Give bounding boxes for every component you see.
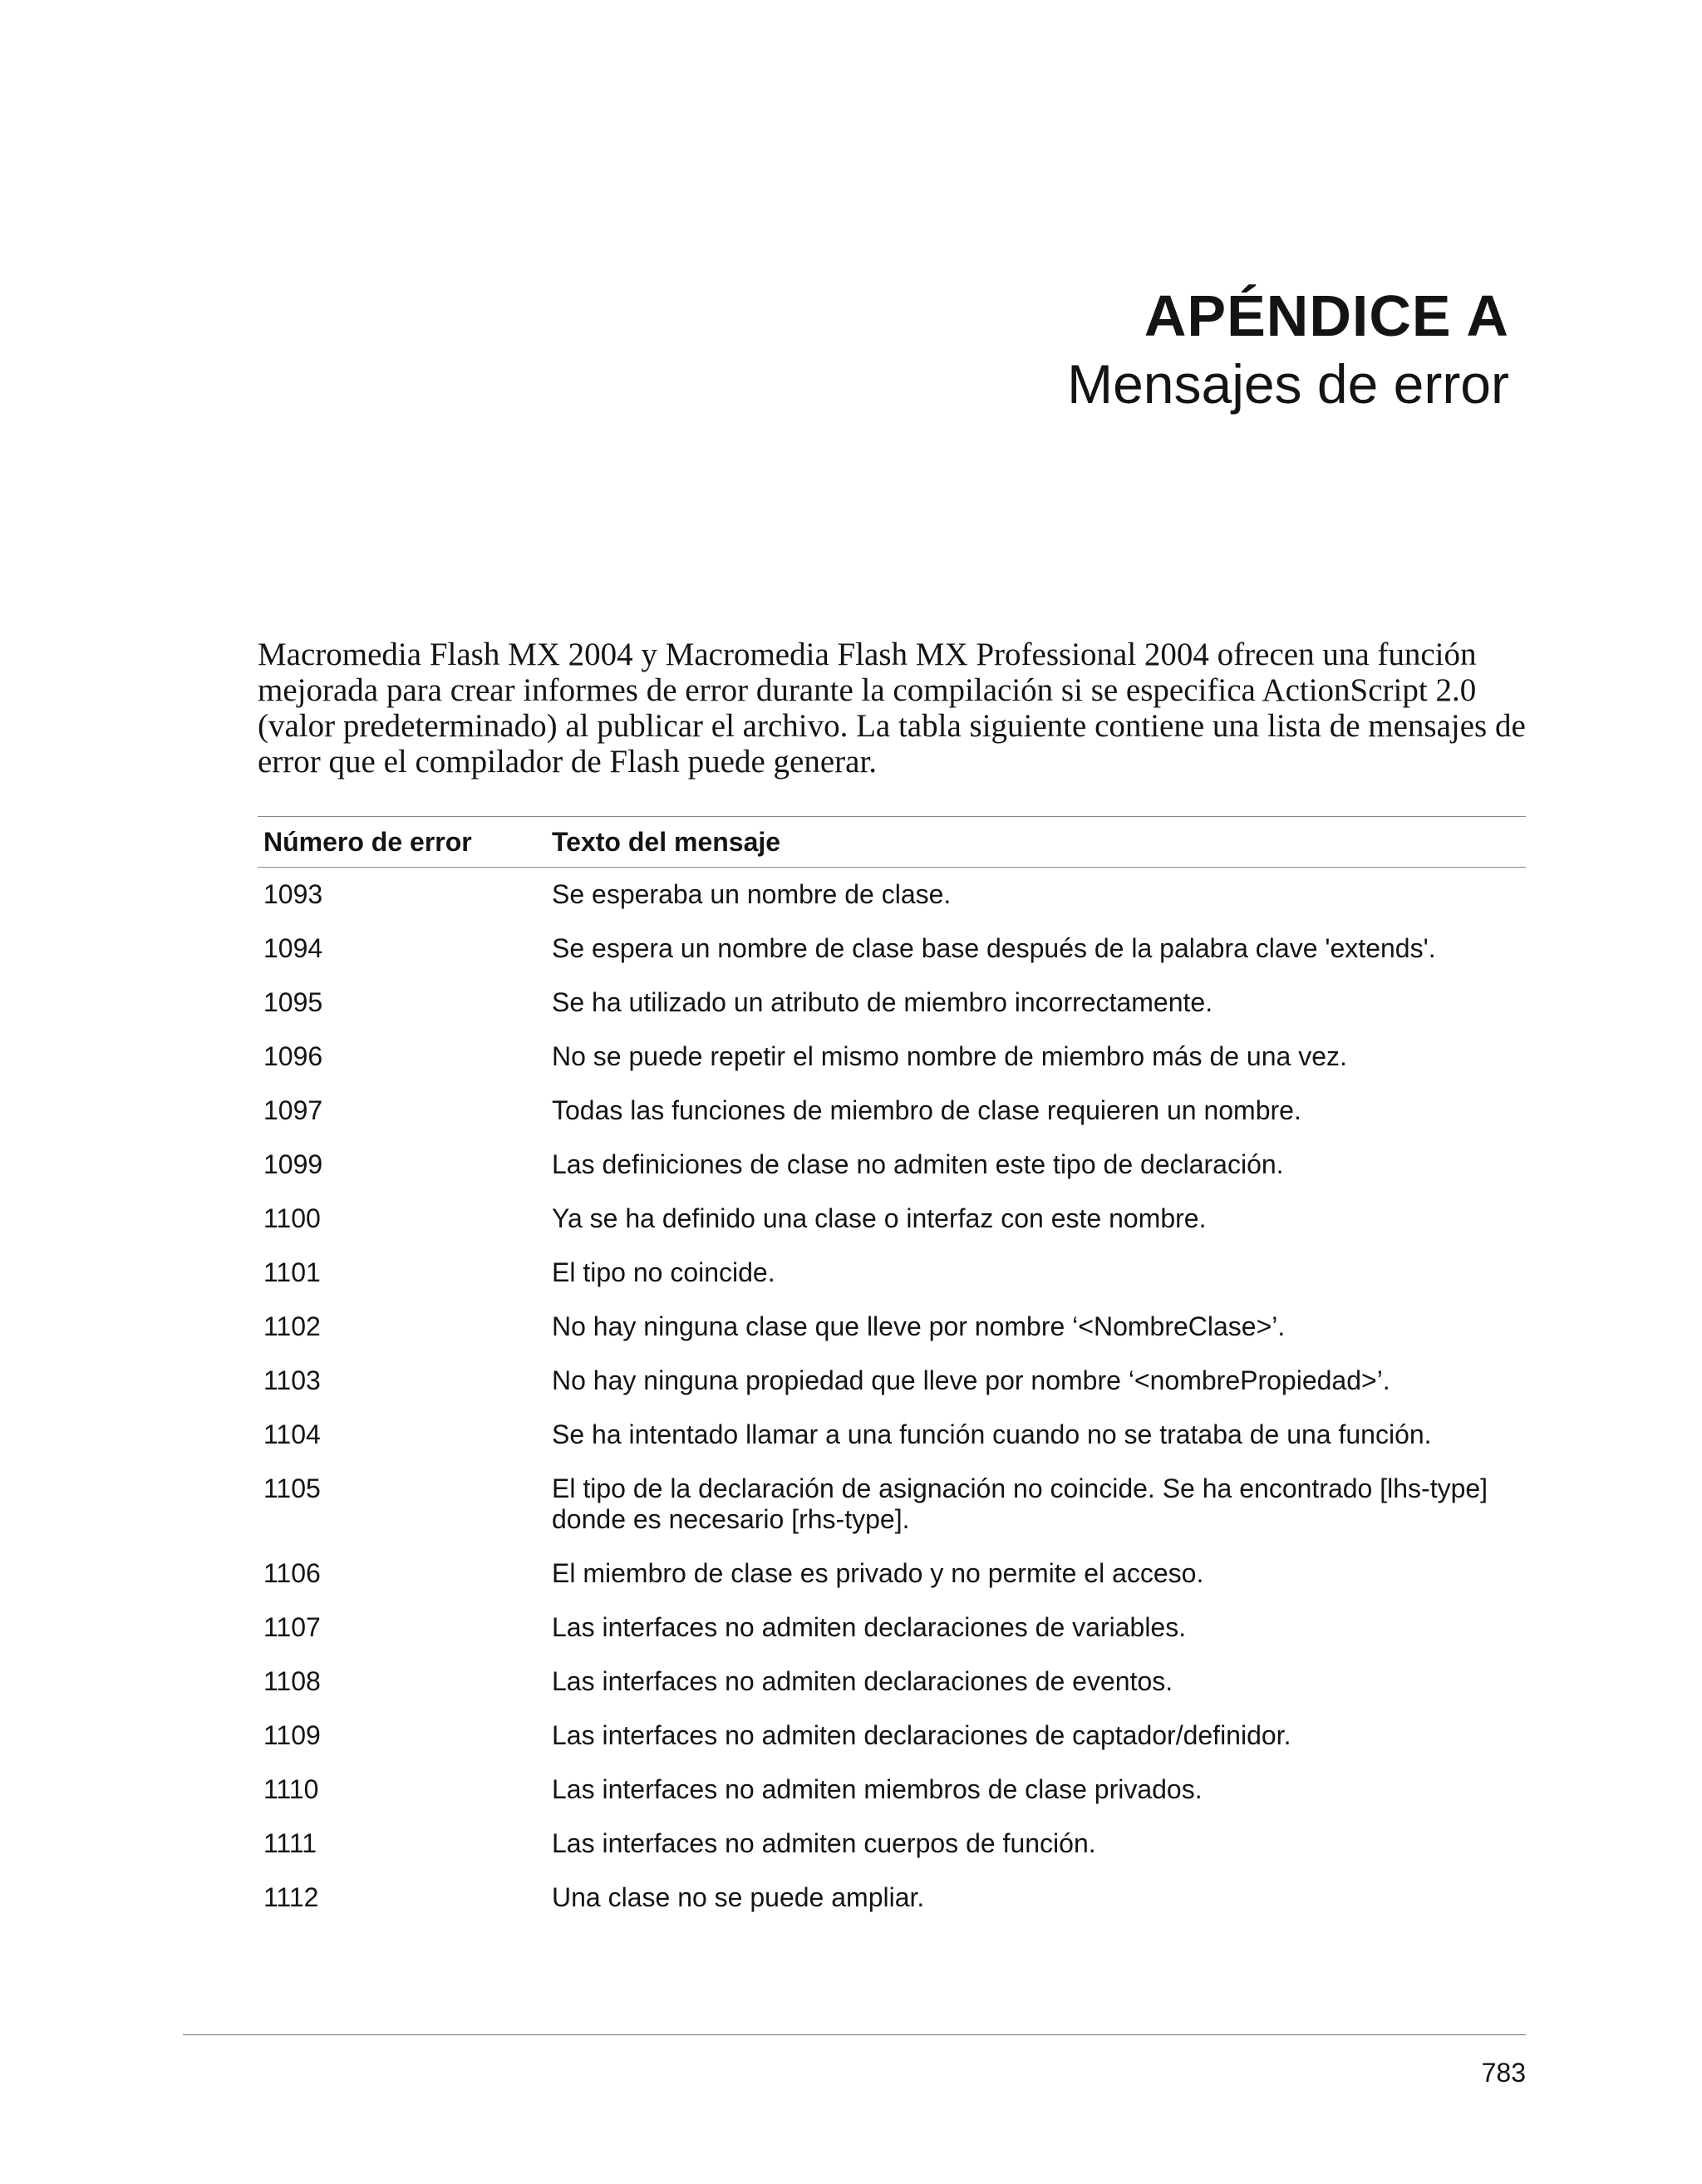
error-number: 1094 — [263, 933, 323, 963]
table-header — [258, 817, 1526, 868]
chapter-label: APÉNDICE A — [1144, 283, 1509, 348]
error-number: 1110 — [263, 1774, 319, 1804]
table-row — [258, 1659, 1526, 1713]
intro-paragraph: Macromedia Flash MX 2004 y Macromedia Flash MX Professional 2004 ofrecen una función mejorada para crear informes de error durante la compilación si se especifica ActionScript 2.0 (valor predeterminado) al publicar el archivo. La tabla siguiente contiene una lista de mensajes de error que el compilador de Flash puede generar. — [258, 637, 1526, 780]
error-number: 1105 — [263, 1473, 321, 1503]
table-row — [258, 1412, 1526, 1466]
error-number: 1104 — [263, 1419, 321, 1449]
error-message: Se espera un nombre de clase base después de la palabra clave 'extends'. — [552, 933, 1436, 963]
page-number: 783 — [1481, 2058, 1526, 2088]
error-message: Las interfaces no admiten declaraciones de captador/definidor. — [552, 1720, 1291, 1750]
error-number: 1093 — [263, 879, 323, 909]
chapter-title: Mensajes de error — [1067, 353, 1509, 415]
error-message: No hay ninguna clase que lleve por nombre ‘<NombreClase>’. — [552, 1311, 1286, 1341]
table-row — [258, 1196, 1526, 1250]
error-number: 1111 — [263, 1828, 317, 1858]
error-message: Las interfaces no admiten miembros de clase privados. — [552, 1774, 1203, 1804]
table-row — [258, 1304, 1526, 1358]
error-number: 1099 — [263, 1149, 323, 1179]
error-message: Todas las funciones de miembro de clase requieren un nombre. — [552, 1095, 1301, 1125]
error-message: Las definiciones de clase no admiten este tipo de declaración. — [552, 1149, 1284, 1179]
error-message: Las interfaces no admiten declaraciones de variables. — [552, 1612, 1187, 1642]
table-row — [258, 868, 1526, 927]
error-number: 1100 — [263, 1203, 321, 1233]
error-message: Se ha intentado llamar a una función cuando no se trataba de una función. — [552, 1419, 1432, 1449]
error-number: 1112 — [263, 1882, 319, 1912]
error-message: Se ha utilizado un atributo de miembro incorrectamente. — [552, 987, 1213, 1017]
error-message: No se puede repetir el mismo nombre de miembro más de una vez. — [552, 1041, 1347, 1071]
footer-rule — [183, 2034, 1526, 2035]
error-message: No hay ninguna propiedad que lleve por nombre ‘<nombrePropiedad>’. — [552, 1365, 1390, 1395]
table-row — [258, 980, 1526, 1034]
table-row — [258, 1605, 1526, 1659]
error-number: 1108 — [263, 1666, 321, 1696]
error-number: 1097 — [263, 1095, 323, 1125]
error-message: Se esperaba un nombre de clase. — [552, 879, 952, 909]
error-number: 1095 — [263, 987, 323, 1017]
table-row — [258, 926, 1526, 980]
table-row — [258, 1034, 1526, 1088]
error-number: 1096 — [263, 1041, 323, 1071]
error-message: El miembro de clase es privado y no permite el acceso. — [552, 1558, 1204, 1588]
table-row — [258, 1358, 1526, 1412]
table-body — [258, 868, 1526, 1930]
error-message: Las interfaces no admiten declaraciones de eventos. — [552, 1666, 1173, 1696]
header-message-text: Texto del mensaje — [546, 817, 1526, 868]
table-row — [258, 1821, 1526, 1875]
table-row — [258, 1088, 1526, 1142]
table-row — [258, 1875, 1526, 1929]
table-row — [258, 1250, 1526, 1304]
error-message: Las interfaces no admiten cuerpos de función. — [552, 1828, 1096, 1858]
table-row — [258, 1551, 1526, 1605]
error-message: El tipo no coincide. — [552, 1257, 775, 1287]
error-number: 1102 — [263, 1311, 321, 1341]
error-number: 1106 — [263, 1558, 321, 1588]
error-number: 1103 — [263, 1365, 321, 1395]
error-message: Una clase no se puede ampliar. — [552, 1882, 925, 1912]
table-row — [258, 1466, 1526, 1551]
table-row — [258, 1713, 1526, 1767]
error-number: 1109 — [263, 1720, 321, 1750]
error-message: Ya se ha definido una clase o interfaz con este nombre. — [552, 1203, 1207, 1233]
error-number: 1107 — [263, 1612, 321, 1642]
table-row — [258, 1767, 1526, 1821]
error-number: 1101 — [263, 1257, 321, 1287]
error-messages-table — [258, 816, 1526, 1929]
header-error-number: Número de error — [258, 817, 546, 868]
error-message: El tipo de la declaración de asignación no coincide. Se ha encontrado [lhs-type] donde es necesario [rhs-type]. — [552, 1473, 1488, 1534]
table-row — [258, 1142, 1526, 1196]
table-header-row — [258, 817, 1526, 868]
